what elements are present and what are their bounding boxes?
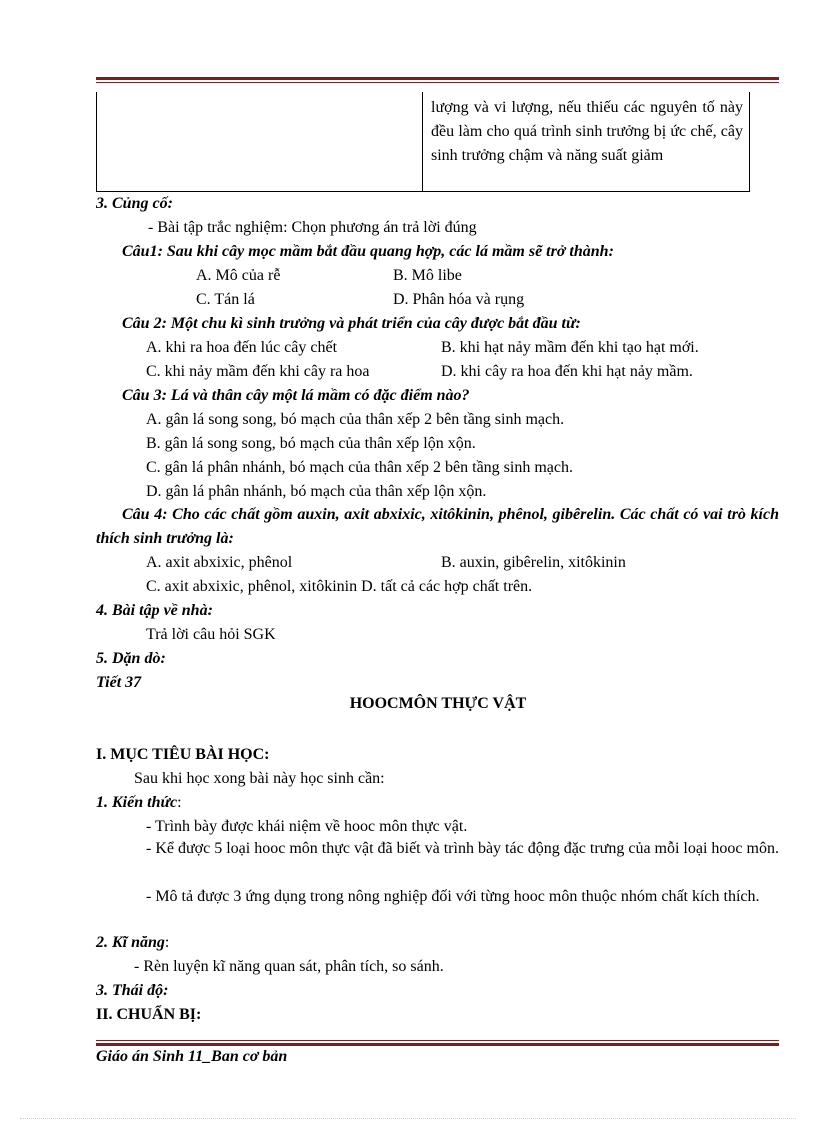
- q4-option-cd: C. axit abxixic, phênol, xitôkinin D. tất cả các hợp chất trên.: [146, 578, 533, 595]
- q1-option-a: A. Mô của rễ: [196, 267, 281, 284]
- kien-thuc-item-1: - Trình bày được khái niệm về hooc môn thực vật.: [146, 818, 468, 835]
- q2-question: Câu 2: Một chu kì sinh trưởng và phát triển của cây được bắt đầu từ:: [122, 315, 581, 332]
- footer-rule: [96, 1040, 779, 1046]
- table-column-divider: [422, 92, 423, 191]
- chuan-bi-heading: II. CHUẨN BỊ:: [96, 1006, 202, 1023]
- tiet-label: Tiết 37: [96, 674, 142, 691]
- q1-option-d: D. Phân hóa và rụng: [393, 291, 525, 308]
- thai-do-heading: 3. Thái độ:: [96, 982, 169, 999]
- q4-question: Câu 4: Cho các chất gồm auxin, axit abxixic, xitôkinin, phênol, gibêrelin. Các chất có vai trò kích thích sinh trưởng là:: [96, 506, 779, 547]
- q1-question: Câu1: Sau khi cây mọc mầm bắt đầu quang hợp, các lá mầm sẽ trở thành:: [122, 243, 614, 260]
- page-bottom-edge: [20, 1118, 796, 1119]
- q3-option-a: A. gân lá song song, bó mạch của thân xếp 2 bên tầng sinh mạch.: [146, 411, 565, 428]
- cung-co-heading: 3. Củng cố:: [96, 195, 173, 212]
- q3-option-d: D. gân lá phân nhánh, bó mạch của thân xếp lộn xộn.: [146, 483, 487, 500]
- q1-option-b: B. Mô libe: [393, 267, 462, 284]
- ki-nang-item-1: - Rèn luyện kĩ năng quan sát, phân tích, so sánh.: [134, 958, 444, 975]
- kien-thuc-item-2: - Kể được 5 loại hooc môn thực vật đã biết và trình bày tác động đặc trưng của mỗi loại hooc môn.: [146, 840, 779, 857]
- table-cell-right: lượng và vi lượng, nếu thiếu các nguyên tố này đều làm cho quá trình sinh trưởng bị ức chế, cây sinh trưởng chậm và năng suất giảm: [431, 99, 743, 164]
- page-title: HOOCMÔN THỰC VẬT: [349, 695, 527, 712]
- dan-do-heading: 5. Dặn dò:: [96, 650, 166, 667]
- footer-text: Giáo án Sinh 11_Ban cơ bản: [96, 1048, 288, 1065]
- muc-tieu-heading: I. MỤC TIÊU BÀI HỌC:: [96, 746, 270, 763]
- muc-tieu-intro: Sau khi học xong bài này học sinh cần:: [134, 770, 385, 787]
- q3-option-b: B. gân lá song song, bó mạch của thân xếp lộn xộn.: [146, 435, 476, 452]
- q2-option-b: B. khi hạt nảy mầm đến khi tạo hạt mới.: [441, 339, 699, 356]
- kien-thuc-item-3: - Mô tả được 3 ứng dụng trong nông nghiệp đối với từng hooc môn thuộc nhóm chất kích thích.: [146, 888, 760, 905]
- q3-question: Câu 3: Lá và thân cây một lá mầm có đặc điểm nào?: [122, 387, 470, 404]
- bai-tap-heading: 4. Bài tập về nhà:: [96, 602, 213, 619]
- bai-tap-text: Trả lời câu hỏi SGK: [146, 626, 276, 643]
- q4-option-b: B. auxin, gibêrelin, xitôkinin: [441, 554, 626, 571]
- q2-option-c: C. khi nảy mầm đến khi cây ra hoa: [146, 363, 370, 380]
- q2-option-a: A. khi ra hoa đến lúc cây chết: [146, 339, 338, 356]
- q2-option-d: D. khi cây ra hoa đến khi hạt nảy mầm.: [441, 363, 693, 380]
- q3-option-c: C. gân lá phân nhánh, bó mạch của thân xếp 2 bên tầng sinh mạch.: [146, 459, 573, 476]
- kien-thuc-heading: 1. Kiến thức:: [96, 794, 182, 811]
- q4-option-a: A. axit abxixic, phênol: [146, 554, 293, 571]
- q1-option-c: C. Tán lá: [196, 291, 255, 308]
- answer-table: [96, 92, 750, 192]
- header-rule: [96, 77, 779, 83]
- ki-nang-heading: 2. Kĩ năng:: [96, 934, 170, 951]
- cung-co-intro: - Bài tập trắc nghiệm: Chọn phương án trả lời đúng: [148, 219, 477, 236]
